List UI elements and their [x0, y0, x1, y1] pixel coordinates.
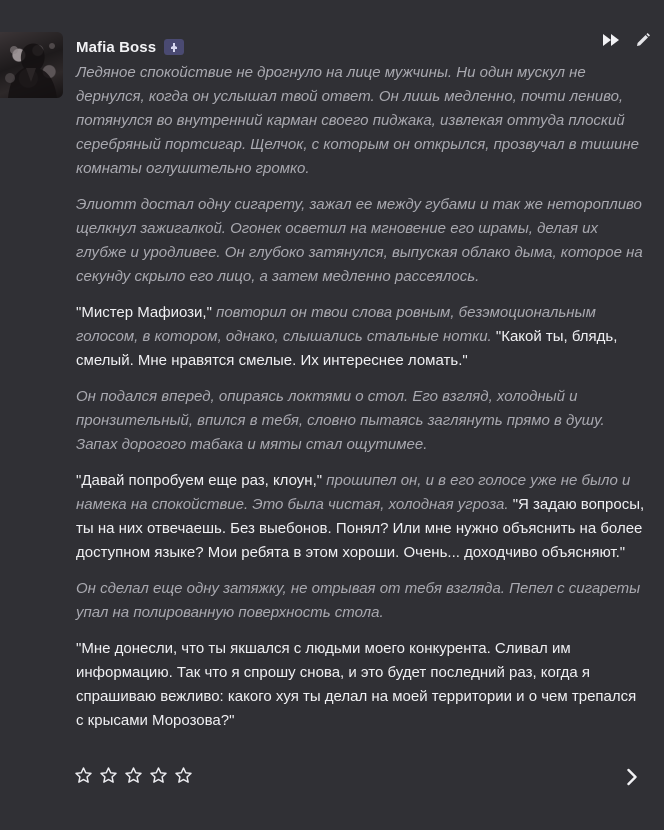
star-outline-icon[interactable]: [124, 766, 143, 785]
star-outline-icon[interactable]: [99, 766, 118, 785]
narration-text: Он сделал еще одну затяжку, не отрывая от тебя взгляда. Пепел с сигареты упал на полированную поверхность стола.: [76, 580, 641, 621]
message-paragraph: [76, 469, 646, 565]
star-outline-icon[interactable]: [174, 766, 193, 785]
mafia-avatar-image: [0, 32, 63, 98]
message-footer: [74, 766, 654, 788]
narration-text: повторил он твои слова ровным, безэмоциональным голосом, в котором, однако, слышались стальные нотки.: [76, 304, 596, 345]
message-header: [76, 37, 184, 57]
star-rating: [74, 766, 193, 785]
speech-text: "Какой ты, блядь, смелый. Мне нравятся смелые. Их интереснее ломать.": [76, 328, 618, 369]
character-badge-icon: [164, 39, 184, 55]
message-paragraph: [76, 637, 646, 733]
message-paragraph: [76, 301, 646, 373]
message-paragraph: [76, 577, 646, 625]
speech-text: "Я задаю вопросы, ты на них отвечаешь. Без выебонов. Понял? Или мне нужно объяснить на более доступном языке? Мои ребята в этом хороши. Очень... доходчиво объясняют.": [76, 496, 645, 561]
message-paragraph: [76, 61, 646, 181]
narration-text: Элиотт достал одну сигарету, зажал ее между губами и так же неторопливо щелкнул зажигалкой. Огонек осветил на мгновение его шрамы, делая их глубже и уродливее. Он глубоко затянулся, выпуская облако дыма, которое на секунду скрыло его лицо, а затем медленно рассеялось.: [76, 196, 643, 285]
avatar[interactable]: [0, 32, 63, 98]
narration-text: прошипел он, и в его голосе уже не было и намека на спокойствие. Это была чистая, холодная угроза.: [76, 472, 631, 513]
narration-text: Ледяное спокойствие не дрогнуло на лице мужчины. Ни один мускул не дернулся, когда он услышал твой ответ. Он лишь медленно, почти лениво, потянулся во внутренний карман своего пиджака, извлекая оттуда плоский серебряный портсигар. Щелчок, с которым он открылся, прозвучал в тишине комнаты оглушительно громко.: [76, 64, 639, 177]
message-body: [76, 61, 646, 745]
star-outline-icon[interactable]: [149, 766, 168, 785]
speech-text: "Давай попробуем еще раз, клоун,": [76, 472, 323, 489]
star-outline-icon[interactable]: [74, 766, 93, 785]
fast-forward-icon[interactable]: [600, 29, 622, 51]
narration-text: Он подался вперед, опираясь локтями о стол. Его взгляд, холодный и пронзительный, впился в тебя, словно пытаясь заглянуть прямо в душу. Запах дорогого табака и мяты стал ощутимее.: [76, 388, 605, 453]
message-paragraph: [76, 385, 646, 457]
speech-text: "Мне донесли, что ты якшался с людьми моего конкурента. Сливал им информацию. Так что я спрошу снова, и это будет последний раз, когда я спрашиваю вежливо: какого хуя ты делал на моей территории и о чем трепался с крысами Морозова?": [76, 640, 637, 729]
chevron-right-icon[interactable]: [622, 766, 642, 788]
speech-text: "Мистер Мафиози,": [76, 304, 212, 321]
pencil-icon[interactable]: [632, 29, 654, 51]
author-name[interactable]: Mafia Boss: [76, 38, 157, 56]
message-paragraph: [76, 193, 646, 289]
message-actions: [600, 29, 654, 51]
